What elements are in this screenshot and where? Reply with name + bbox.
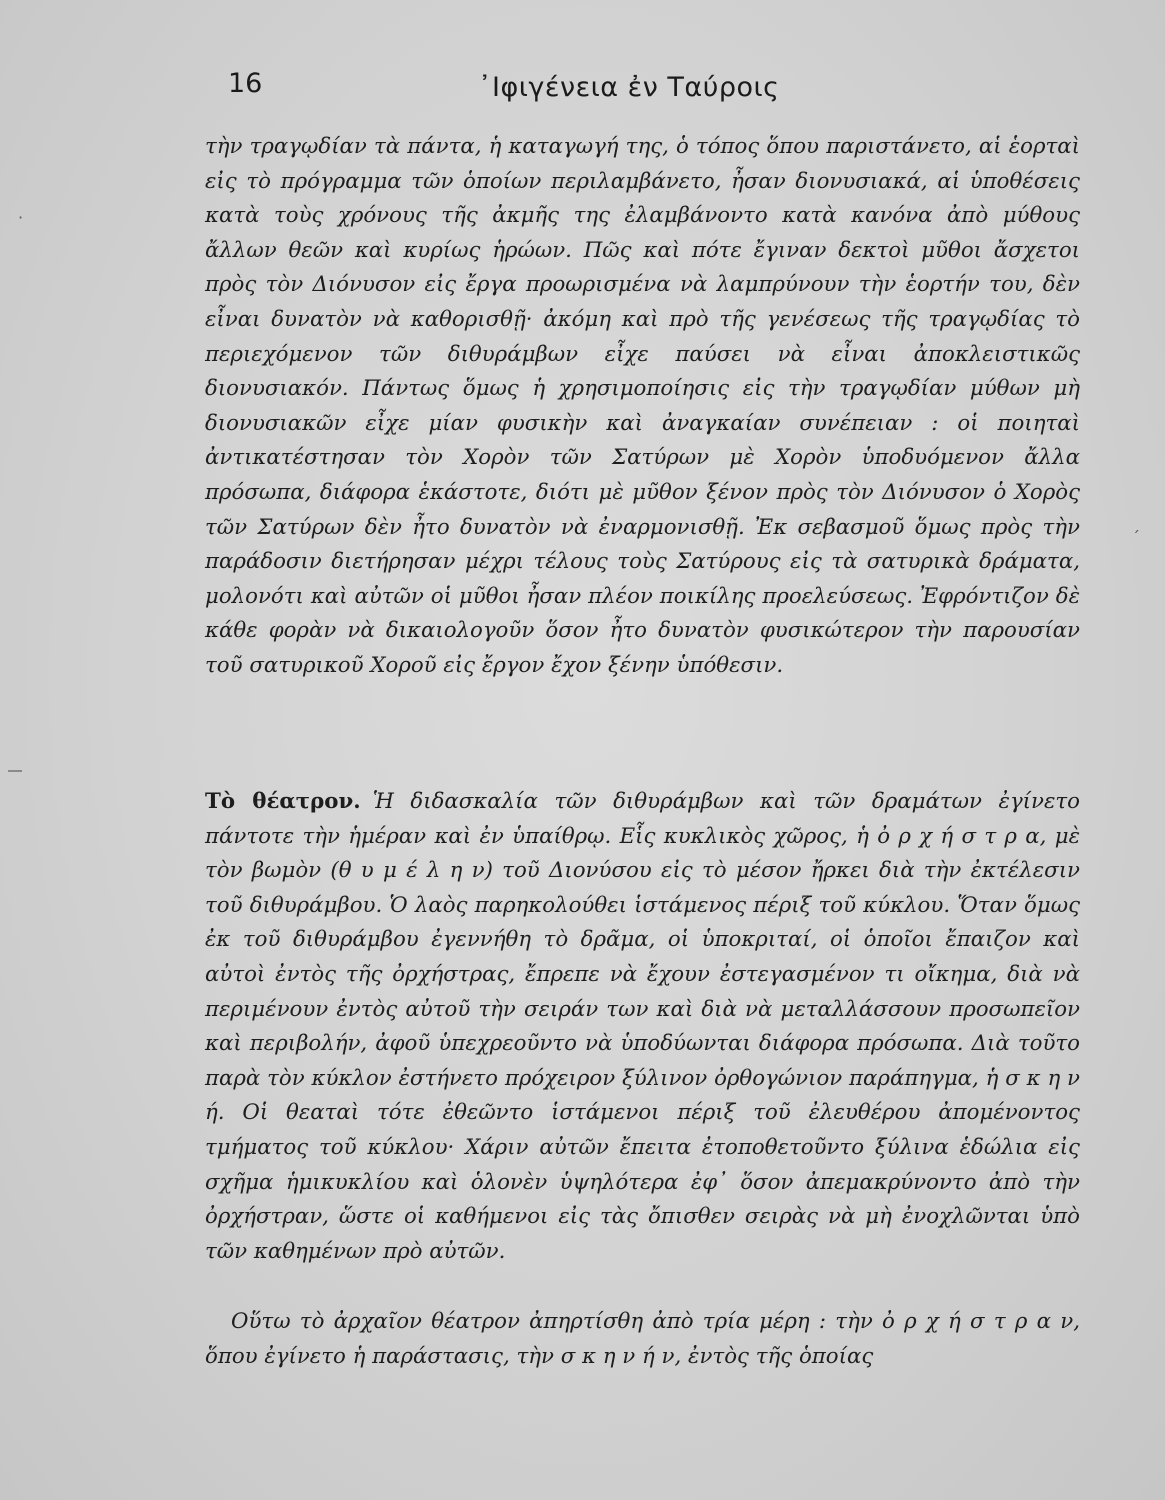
paragraph-three-parts: Οὕτω τὸ ἀρχαῖον θέατρον ἀπηρτίσθη ἀπὸ τρία μέρη : τὴν ὀ ρ χ ή σ τ ρ α ν, ὅπου ἐγίνετο ἡ παράστασις, τὴν σ κ η ν ή ν, ἐντὸς τῆς ὁποίας: [205, 1309, 1080, 1369]
paragraph-theatre: [205, 785, 1080, 1269]
running-title: ᾿Ιφιγένεια ἐν Ταύροις: [478, 72, 780, 103]
margin-speck: ˊ: [1132, 528, 1140, 547]
margin-speck: ·: [18, 208, 24, 227]
paragraph-theatre-body: Ἡ διδασκαλία τῶν διθυράμβων καὶ τῶν δραμάτων ἐγίνετο πάντοτε τὴν ἡμέραν καὶ ἐν ὑπαίθρῳ. Εἷς κυκλικὸς χῶρος, ἡ ὀ ρ χ ή σ τ ρ α, μὲ τὸν βωμὸν (θ υ μ έ λ η ν) τοῦ Διονύσου εἰς τὸ μέσον ἤρκει διὰ τὴν ἐκτέλεσιν τοῦ διθυράμβου. Ὁ λαὸς παρηκολούθει ἱστάμενος πέριξ τοῦ κύκλου. Ὅταν ὅμως ἐκ τοῦ διθυράμβου ἐγεννήθη τὸ δρᾶμα, οἱ ὑποκριταί, οἱ ὁποῖοι ἔπαιζον καὶ αὐτοὶ ἐντὸς τῆς ὀρχήστρας, ἔπρεπε νὰ ἔχουν ἐστεγασμένον τι οἴκημα, διὰ νὰ περιμένουν ἐντὸς αὐτοῦ τὴν σειράν των καὶ διὰ νὰ μεταλλάσσουν προσωπεῖον καὶ περιβολήν, ἀφοῦ ὑπεχρεοῦντο νὰ ὑποδύωνται διάφορα πρόσωπα. Διὰ τοῦτο παρὰ τὸν κύκλον ἐστήνετο πρόχειρον ξύλινον ὀρθογώνιον παράπηγμα, ἡ σ κ η ν ή. Οἱ θεαταὶ τότε ἐθεῶντο ἱστάμενοι πέριξ τοῦ ἐλευθέρου ἀπομένοντος τμήματος τοῦ κύκλου· Χάριν αὐτῶν ἔπειτα ἐτοποθετοῦντο ξύλινα ἑδώλια εἰς σχῆμα ἡμικυκλίου καὶ ὁλονὲν ὑψηλότερα ἐφ᾿ ὅσον ἀπεμακρύνοντο ἀπὸ τὴν ὀρχήστραν, ὥστε οἱ καθήμενοι εἰς τὰς ὄπισθεν σειρὰς νὰ μὴ ἐνοχλῶνται ὑπὸ τῶν καθημένων πρὸ αὐτῶν.: [205, 789, 1080, 1264]
page-number: 16: [228, 68, 263, 99]
margin-dash: [8, 770, 22, 772]
section-heading: Τὸ θέατρον.: [205, 789, 361, 814]
paragraph-satyr-chorus: τὴν τραγῳδίαν τὰ πάντα, ἡ καταγωγή της, ὁ τόπος ὅπου παριστάνετο, αἱ ἑορταὶ εἰς τὸ πρόγραμμα τῶν ὁποίων περιλαμβάνετο, ἦσαν διονυσιακά, αἱ ὑποθέσεις κατὰ τοὺς χρόνους τῆς ἀκμῆς της ἐλαμβάνοντο κατὰ κανόνα ἀπὸ μύθους ἄλλων θεῶν καὶ κυρίως ἡρώων. Πῶς καὶ πότε ἔγιναν δεκτοὶ μῦθοι ἄσχετοι πρὸς τὸν Διόνυσον εἰς ἔργα προωρισμένα νὰ λαμπρύνουν τὴν ἑορτήν του, δὲν εἶναι δυνατὸν νὰ καθορισθῇ· ἀκόμη καὶ πρὸ τῆς γενέσεως τῆς τραγῳδίας τὸ περιεχόμενον τῶν διθυράμβων εἶχε παύσει νὰ εἶναι ἀποκλειστικῶς διονυσιακόν. Πάντως ὅμως ἡ χρησιμοποίησις εἰς τὴν τραγῳδίαν μύθων μὴ διονυσιακῶν εἶχε μίαν φυσικὴν καὶ ἀναγκαίαν συνέπειαν : οἱ ποιηταὶ ἀντικατέστησαν τὸν Χορὸν τῶν Σατύρων μὲ Χορὸν ὑποδυόμενον ἄλλα πρόσωπα, διάφορα ἑκάστοτε, διότι μὲ μῦθον ξένον πρὸς τὸν Διόνυσον ὁ Χορὸς τῶν Σατύρων δὲν ἦτο δυνατὸν νὰ ἐναρμονισθῇ. Ἐκ σεβασμοῦ ὅμως πρὸς τὴν παράδοσιν διετήρησαν μέχρι τέλους τοὺς Σατύρους εἰς τὰ σατυρικὰ δράματα, μολονότι καὶ αὐτῶν οἱ μῦθοι ἦσαν πλέον ποικίλης προελεύσεως. Ἐφρόντιζον δὲ κάθε φορὰν νὰ δικαιολογοῦν ὅσον ἦτο δυνατὸν φυσικώτερον τὴν παρουσίαν τοῦ σατυρικοῦ Χοροῦ εἰς ἔργον ἔχον ξένην ὑπόθεσιν.: [205, 134, 1080, 678]
